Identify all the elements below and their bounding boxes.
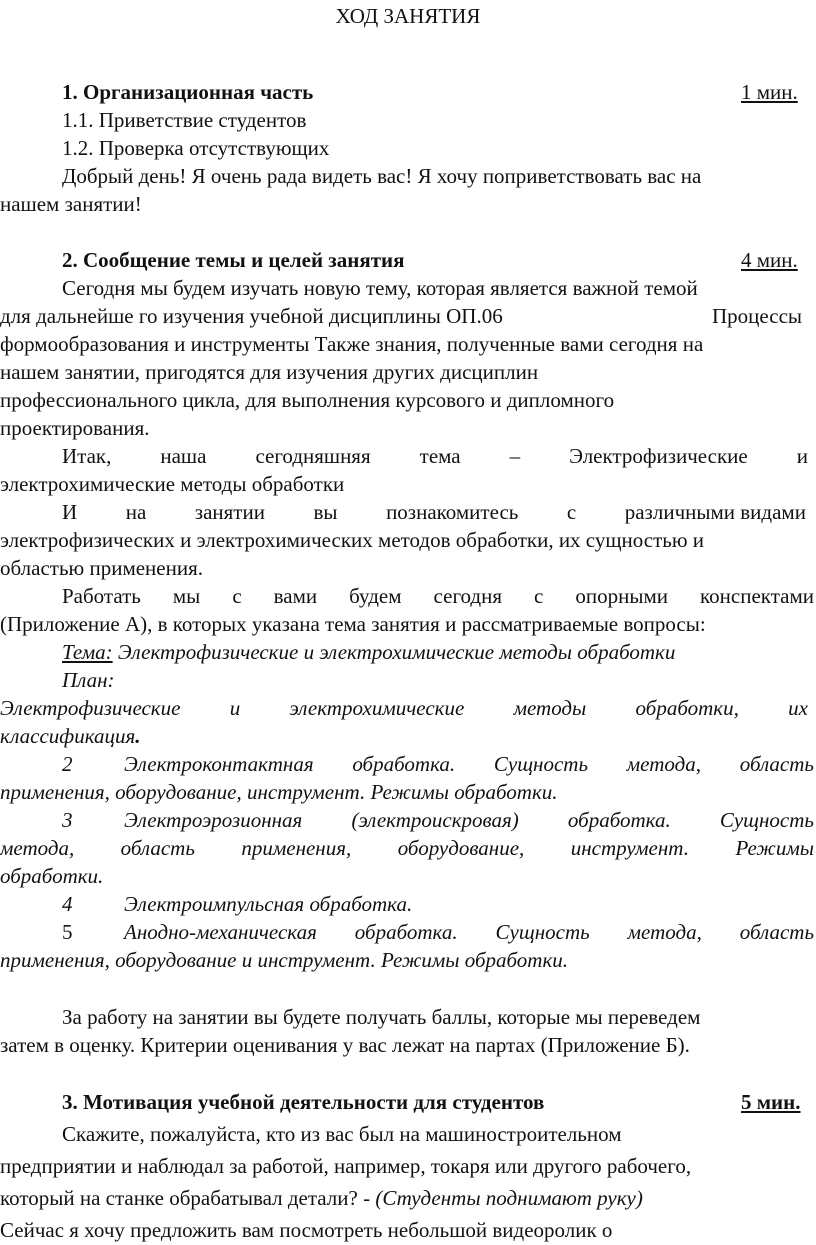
word: обработка. [354,920,458,944]
plan-item-1-end: классификация [0,724,136,748]
word: и [229,696,241,720]
word: на [125,500,147,524]
grading-line-1: За работу на занятии вы будете получать баллы, которые мы переведем [62,1005,701,1029]
section-2-line-10: электрофизических и электрохимических методов обработки, их сущностью и [0,528,705,552]
section-1-time: 1 мин. [741,80,798,104]
section-1-item-1: 1.1. Приветствие студентов [62,108,307,132]
word: Сущность [495,920,590,944]
section-2-line-9 [62,500,806,524]
word: электрохимические [289,696,465,720]
word: опорными [575,584,668,608]
word: оборудование, [397,836,525,860]
plan-label: План: [62,668,115,692]
page-title: ХОД ЗАНЯТИЯ [335,4,481,28]
word: Работать [62,584,141,608]
section-1-para-line-2: нашем занятии! [0,192,142,216]
section-3-line-2: предприятии и наблюдал за работой, например, токаря или другого рабочего, [0,1154,692,1178]
plan-item-3-words [124,808,814,832]
plan-item-1-line-1 [0,696,808,720]
section-2-line-7 [62,444,808,468]
plan-item-1-line-2: классификация. [0,724,141,748]
section-2-line-11: областью применения. [0,556,204,580]
section-2-line-13: (Приложение А), в которых указана тема занятия и рассматриваемые вопросы: [0,612,706,636]
word: обработка. [567,808,671,832]
word: метода, [627,920,702,944]
word: И [62,500,78,524]
word: занятии [194,500,265,524]
section-2-line-2a: для дальнейше го изучения учебной дисциплины ОП.06 [0,304,503,328]
word: Электроконтактная [124,752,314,776]
plan-item-4-number: 4 [62,892,73,916]
word: с [534,584,544,608]
section-1-para-line-1: Добрый день! Я очень рада видеть вас! Я хочу поприветствовать вас на [62,164,702,188]
word: и [796,444,808,468]
section-2-line-6: проектирования. [0,416,150,440]
word: область [120,836,195,860]
word: метода, [626,752,701,776]
word: применения, [241,836,352,860]
grading-line-2: затем в оценку. Критерии оценивания у вас лежат на партах (Приложение Б). [0,1033,690,1057]
section-3-line-3 [0,1186,643,1210]
section-3-time: 5 мин. [741,1090,801,1114]
section-2-line-5: профессионального цикла, для выполнения курсового и дипломного [0,388,615,412]
word: тема [419,444,461,468]
word: (электроискровая) [351,808,519,832]
topic-text: Электрофизические и электрохимические методы обработки [112,640,676,664]
word: Режимы [735,836,814,860]
word: познакомитесь [386,500,519,524]
word: Итак, [62,444,112,468]
section-1-item-2: 1.2. Проверка отсутствующих [62,136,330,160]
word: инструмент. [570,836,689,860]
word: обработки, [635,696,739,720]
plan-item-5-words [124,920,814,944]
word: обработка. [352,752,456,776]
plan-item-3-number: 3 [62,808,73,832]
topic-label: Тема: [62,640,113,664]
word: методы [513,696,587,720]
plan-item-3-line-2 [0,836,814,860]
section-3-question: который на станке обрабатывал детали? - [0,1186,376,1210]
section-2-heading: 2. Сообщение темы и целей занятия [62,248,405,272]
word: с [566,500,577,524]
word: Сущность [493,752,589,776]
plan-item-3-line-1 [62,808,814,832]
word: область [739,752,814,776]
plan-item-2-number: 2 [62,752,73,776]
section-3-line-1: Скажите, пожалуйста, кто из вас был на машиностроительном [62,1122,622,1146]
word: метода, [0,836,75,860]
section-1-heading: 1. Организационная часть [62,80,314,104]
section-3-heading: 3. Мотивация учебной деятельности для студентов [62,1090,545,1114]
word: с [232,584,242,608]
word: вами [273,584,318,608]
word: наша [160,444,207,468]
word: Электрофизические [569,444,748,468]
word: область [739,920,814,944]
section-3-remark: (Студенты поднимают руку) [375,1186,643,1210]
plan-item-5-number: 5 [62,920,73,944]
word: мы [172,584,201,608]
word: вы [313,500,338,524]
word: их [788,696,808,720]
word: сегодня [433,584,503,608]
section-2-time: 4 мин. [741,248,798,272]
section-2-line-3: формообразования и инструменты Также знания, полученные вами сегодня на [0,332,704,356]
word: Сущность [719,808,814,832]
plan-item-4-text: Электроимпульсная обработка. [124,892,413,916]
word: Анодно-механическая [124,920,317,944]
plan-item-3-line-3: обработки. [0,864,104,888]
word: конспектами [700,584,814,608]
plan-item-4 [62,892,412,916]
word: – [509,444,521,468]
plan-item-5-line-2: применения, оборудование и инструмент. Режимы обработки. [0,948,569,972]
section-2-line-1: Сегодня мы будем изучать новую тему, которая является важной темой [62,276,698,300]
section-2-line-4: нашем занятии, пригодятся для изучения других дисциплин [0,360,539,384]
word: сегодняшняя [255,444,371,468]
plan-item-2-line-1 [62,752,814,776]
plan-item-2-words [124,752,814,776]
word: Электроэрозионная [124,808,303,832]
word: Электрофизические [0,696,181,720]
section-3-line-4: Сейчас я хочу предложить вам посмотреть небольшой видеоролик о [0,1218,613,1242]
plan-item-2-line-2: применения, оборудование, инструмент. Режимы обработки. [0,780,558,804]
word: различными видами [624,500,806,524]
plan-item-5-line-1 [62,920,814,944]
section-2-line-12 [62,584,814,608]
section-2-line-8: электрохимические методы обработки [0,472,345,496]
topic-line [62,640,675,664]
section-2-line-2b: Процессы [712,304,802,328]
word: будем [349,584,402,608]
